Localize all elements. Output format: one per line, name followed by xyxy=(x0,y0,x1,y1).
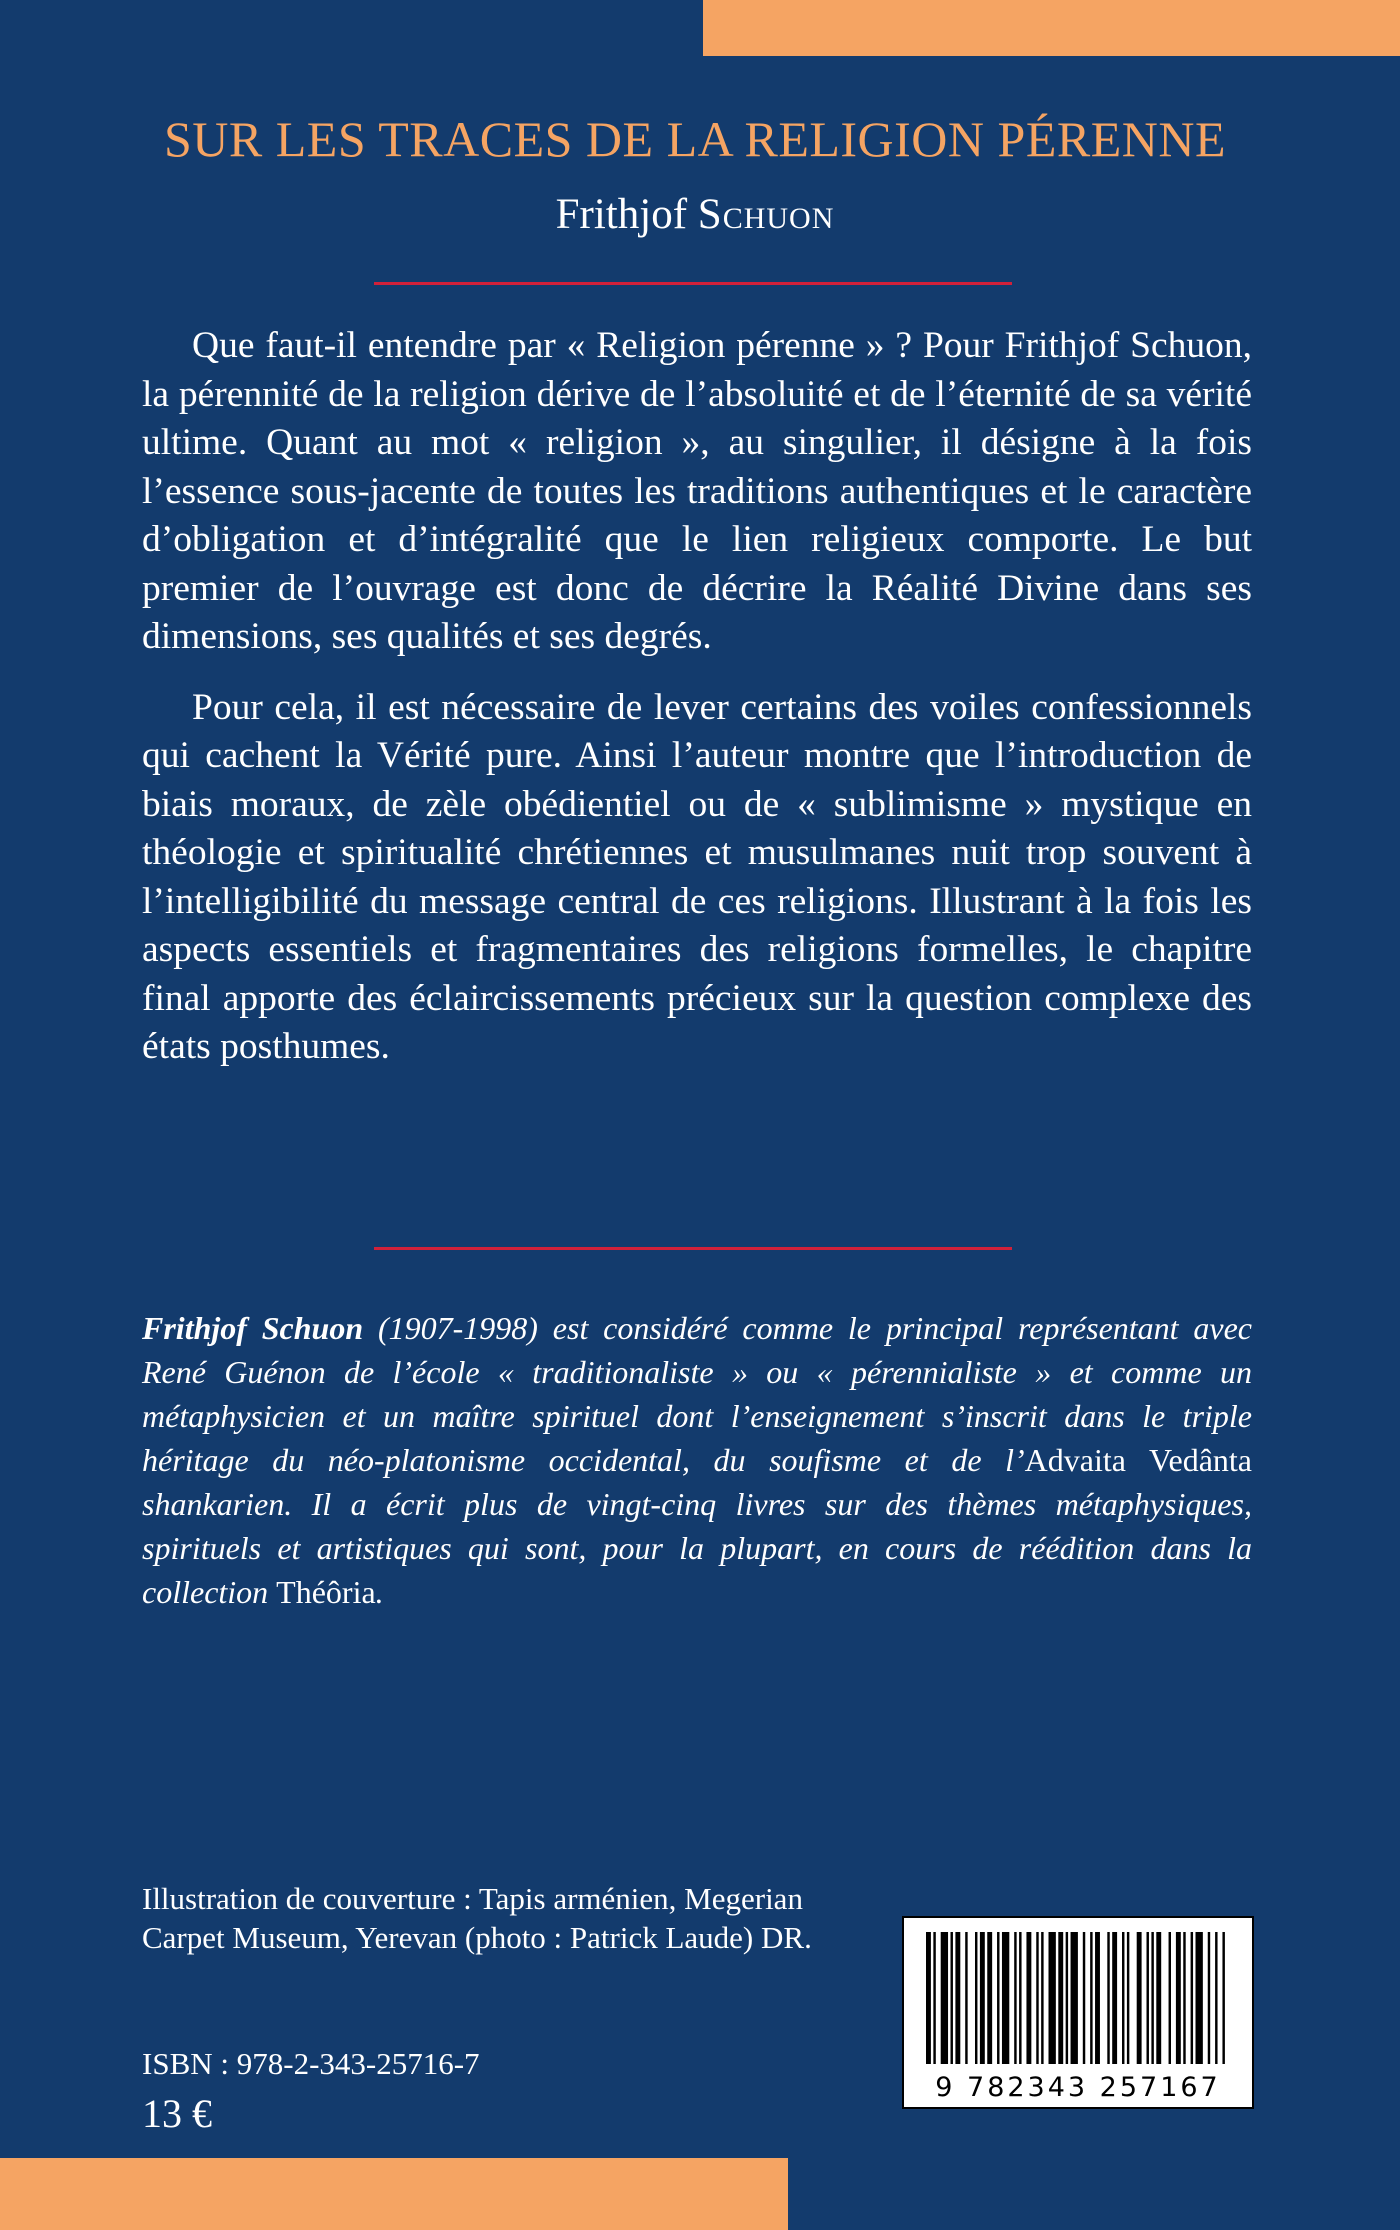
barcode xyxy=(902,1916,1254,2109)
bio-term-theoria: Théôria xyxy=(276,1574,376,1610)
author-biography xyxy=(142,1306,1252,1614)
barcode-bar xyxy=(1095,1932,1100,2064)
description-paragraph: Que faut-il entendre par « Religion pérenne » ? Pour Frithjof Schuon, la pérennité de la religion dérive de l’absoluité et de l’éternité de sa vérité ultime. Quant au mot « religion », au singulier, il désigne à la fois l’essence sous-jacente de toutes les traditions authentiques et le caractère d’obligation et d’intégralité que le lien religieux comporte. Le but premier de l’ouvrage est donc de décrire la Réalité Divine dans ses dimensions, ses qualités et ses degrés. xyxy=(142,325,1252,657)
book-title: SUR LES TRACES DE LA RELIGION PÉRENNE xyxy=(163,111,1227,167)
barcode-bar xyxy=(1215,1932,1217,2064)
barcode-bar xyxy=(941,1932,948,2064)
barcode-bar xyxy=(1107,1932,1109,2064)
barcode-bar xyxy=(1196,1932,1203,2064)
author-first-name: Frithjof xyxy=(555,191,688,238)
barcode-bar xyxy=(1026,1932,1031,2064)
barcode-digits: 9 782343 257167 xyxy=(935,2072,1221,2103)
barcode-bar xyxy=(1071,1932,1078,2064)
barcode-bar xyxy=(1049,1932,1056,2064)
author-last-name: Schuon xyxy=(697,191,835,238)
barcode-bar xyxy=(926,1932,931,2064)
price: 13 € xyxy=(142,2091,212,2136)
bottom-orange-band xyxy=(0,2158,788,2230)
barcode-bar xyxy=(1137,1932,1142,2064)
barcode-bar xyxy=(997,1932,999,2064)
barcode-bar xyxy=(1169,1932,1171,2064)
barcode-bar xyxy=(951,1932,953,2064)
bio-author-name: Frithjof Schuon xyxy=(142,1310,364,1346)
barcode-bar xyxy=(1002,1932,1009,2064)
barcode-bar xyxy=(1208,1932,1210,2064)
barcode-bar xyxy=(1147,1932,1149,2064)
cover-illustration-credit: Illustration de couverture : Tapis arménien, Megerian Carpet Museum, Yerevan (photo : Patrick Laude) DR. xyxy=(142,1881,812,1955)
barcode-bar xyxy=(1041,1932,1043,2064)
barcode-bar xyxy=(1151,1932,1153,2064)
barcode-bar xyxy=(1066,1932,1068,2064)
barcode-bar xyxy=(933,1932,935,2064)
barcode-bar xyxy=(1019,1932,1021,2064)
barcode-bar xyxy=(1058,1932,1063,2064)
top-orange-band xyxy=(703,0,1400,56)
barcode-bar xyxy=(1122,1932,1124,2064)
barcode-bar xyxy=(955,1932,960,2064)
barcode-bar xyxy=(1183,1932,1185,2064)
barcode-bar xyxy=(1222,1932,1224,2064)
barcode-bar xyxy=(1014,1932,1016,2064)
bio-text-2: shankarien. Il a écrit plus de vingt-cinq livres sur des thèmes métaphysiques, spirituels et artistiques qui sont, pour la plupart, en cours de réédition dans la collection xyxy=(142,1486,1252,1610)
barcode-bar xyxy=(1083,1932,1085,2064)
bottom-divider xyxy=(374,1247,1012,1250)
barcode-bar xyxy=(1090,1932,1092,2064)
barcode-bar xyxy=(980,1932,985,2064)
barcode-bar xyxy=(1036,1932,1038,2064)
author-name xyxy=(0,190,1390,239)
barcode-bar xyxy=(1156,1932,1161,2064)
barcode-bar xyxy=(987,1932,992,2064)
bio-term-advaita: Advaita Vedânta xyxy=(1024,1442,1253,1478)
book-description xyxy=(142,322,1252,1094)
description-paragraph: Pour cela, il est nécessaire de lever certains des voiles confessionnels qui cachent la Vérité pure. Ainsi l’auteur montre que l’introduction de biais moraux, de zèle obédientiel ou de « sublimisme » mystique en théologie et spiritualité chrétiennes et musulmanes nuit trop souvent à l’intelligibilité du message central de ces religions. Illustrant à la fois les aspects essentiels et fragmentaires des religions formelles, le chapitre final apporte des éclaircissements précieux sur la question complexe des états posthumes. xyxy=(142,686,1252,1067)
barcode-bar xyxy=(1112,1932,1117,2064)
barcode-bar xyxy=(1191,1932,1193,2064)
barcode-bar xyxy=(1176,1932,1181,2064)
barcode-bar xyxy=(1127,1932,1129,2064)
top-divider xyxy=(374,282,1012,285)
barcode-bar xyxy=(965,1932,967,2064)
bio-text-1: (1907-1998) est considéré comme le principal représentant avec René Guénon de l’école « traditionaliste » ou « pérennialiste » et comme un métaphysicien et un maître spirituel dont l’enseignement s’inscrit dans le triple héritage du néo-platonisme occidental, du soufisme et de l’ xyxy=(142,1310,1253,1478)
isbn: ISBN : 978-2-343-25716-7 xyxy=(142,2046,480,2081)
bio-text-3: . xyxy=(375,1574,384,1610)
barcode-bar xyxy=(975,1932,977,2064)
